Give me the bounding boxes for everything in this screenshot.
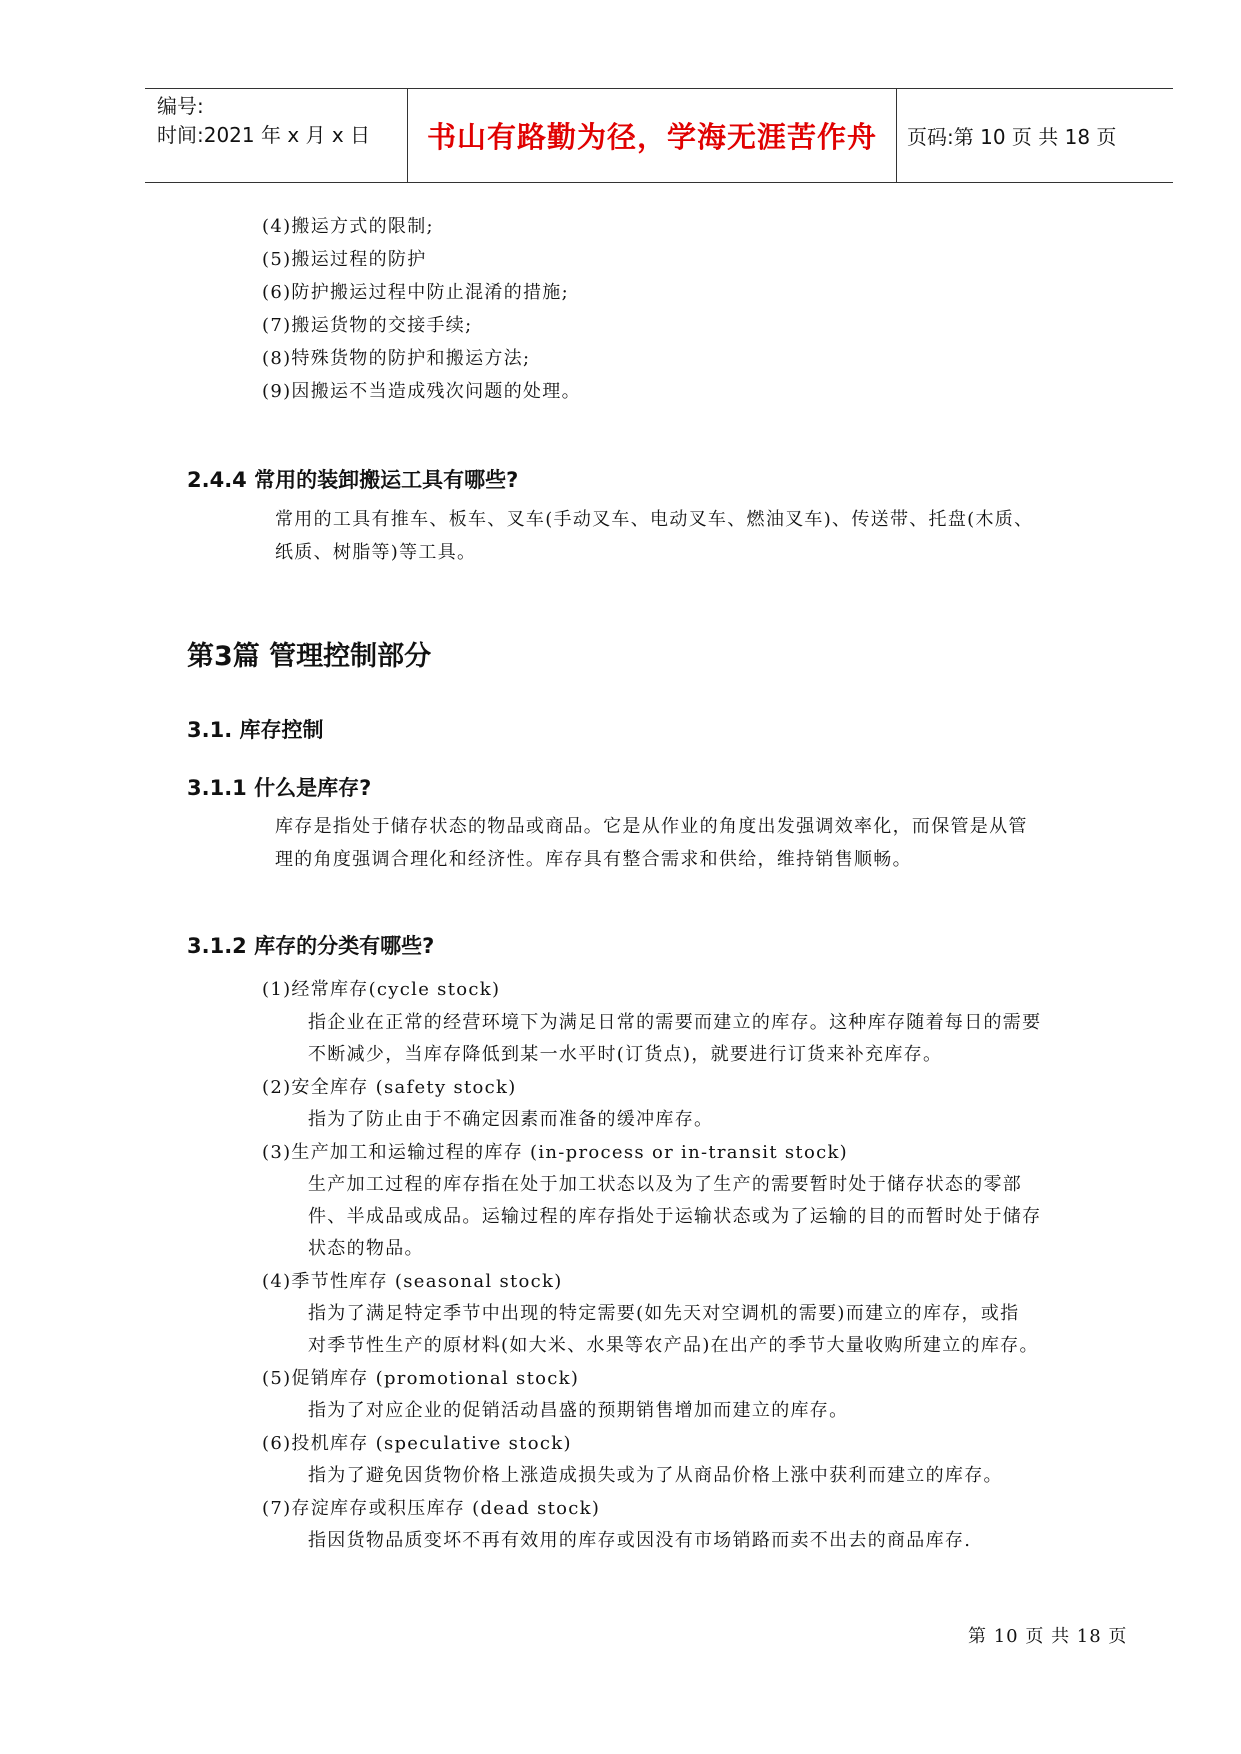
- paragraph-line: 不断减少，当库存降低到某一水平时(订货点)，就要进行订货来补充库存。: [308, 1044, 943, 1065]
- paragraph-line: 指为了对应企业的促销活动昌盛的预期销售增加而建立的库存。: [308, 1400, 849, 1421]
- list-item-title: (1)经常库存(cycle stock): [262, 979, 501, 1000]
- header-page-cell: [895, 89, 1173, 182]
- paragraph-line: 理的角度强调合理化和经济性。库存具有整合需求和供给，维持销售顺畅。: [275, 849, 912, 870]
- list-item: (4)搬运方式的限制;: [262, 216, 434, 237]
- page-footer: 第 10 页 共 18 页: [968, 1626, 1128, 1647]
- page-header: [145, 88, 1173, 183]
- header-motto-cell: [407, 89, 897, 182]
- paragraph-line: 件、半成品或成品。运输过程的库存指处于运输状态或为了运输的目的而暂时处于储存: [308, 1206, 1042, 1227]
- list-item: (8)特殊货物的防护和搬运方法;: [262, 348, 531, 369]
- paragraph-line: 指为了防止由于不确定因素而准备的缓冲库存。: [308, 1109, 714, 1130]
- paragraph-line: 指企业在正常的经营环境下为满足日常的需要而建立的库存。这种库存随着每日的需要: [308, 1012, 1042, 1033]
- header-info: [145, 89, 407, 182]
- header-motto: 书山有路勤为径，学海无涯苦作舟: [426, 120, 877, 154]
- paragraph-line: 状态的物品。: [308, 1238, 424, 1259]
- list-item-title: (7)存淀库存或积压库存 (dead stock): [262, 1498, 601, 1519]
- paragraph-line: 库存是指处于储存状态的物品或商品。它是从作业的角度出发强调效率化，而保管是从管: [275, 816, 1028, 837]
- paragraph-line: 对季节性生产的原材料(如大米、水果等农产品)在出产的季节大量收购所建立的库存。: [308, 1335, 1039, 1356]
- list-item-title: (5)促销库存 (promotional stock): [262, 1368, 580, 1389]
- list-item: (5)搬运过程的防护: [262, 249, 427, 270]
- list-item-title: (6)投机库存 (speculative stock): [262, 1433, 572, 1454]
- header-page-label: 页码:第 10 页 共 18 页: [907, 125, 1117, 149]
- section-heading: 2.4.4 常用的装卸搬运工具有哪些?: [187, 468, 519, 492]
- paragraph-line: 纸质、树脂等)等工具。: [275, 542, 477, 563]
- list-item-title: (4)季节性库存 (seasonal stock): [262, 1271, 563, 1292]
- list-item-title: (2)安全库存 (safety stock): [262, 1077, 517, 1098]
- section-heading: 3.1. 库存控制: [187, 718, 324, 742]
- list-item-title: (3)生产加工和运输过程的库存 (in-process or in-transit stock): [262, 1142, 848, 1163]
- list-item: (6)防护搬运过程中防止混淆的措施;: [262, 282, 569, 303]
- section-heading: 3.1.2 库存的分类有哪些?: [187, 934, 435, 958]
- paragraph-line: 生产加工过程的库存指在处于加工状态以及为了生产的需要暂时处于储存状态的零部: [308, 1174, 1023, 1195]
- number-label: 编号:: [157, 94, 204, 118]
- list-item: (7)搬运货物的交接手续;: [262, 315, 473, 336]
- part-heading: 第3篇 管理控制部分: [187, 641, 432, 672]
- paragraph-line: 指为了满足特定季节中出现的特定需要(如先天对空调机的需要)而建立的库存，或指: [308, 1303, 1020, 1324]
- paragraph-line: 指为了避免因货物价格上涨造成损失或为了从商品价格上涨中获利而建立的库存。: [308, 1465, 1003, 1486]
- time-label: 时间:2021 年 x 月 x 日: [157, 123, 371, 147]
- paragraph-line: 常用的工具有推车、板车、叉车(手动叉车、电动叉车、燃油叉车)、传送带、托盘(木质、: [275, 509, 1034, 530]
- list-item: (9)因搬运不当造成残次问题的处理。: [262, 381, 581, 402]
- section-heading: 3.1.1 什么是库存?: [187, 776, 372, 800]
- paragraph-line: 指因货物品质变坏不再有效用的库存或因没有市场销路而卖不出去的商品库存.: [308, 1530, 972, 1551]
